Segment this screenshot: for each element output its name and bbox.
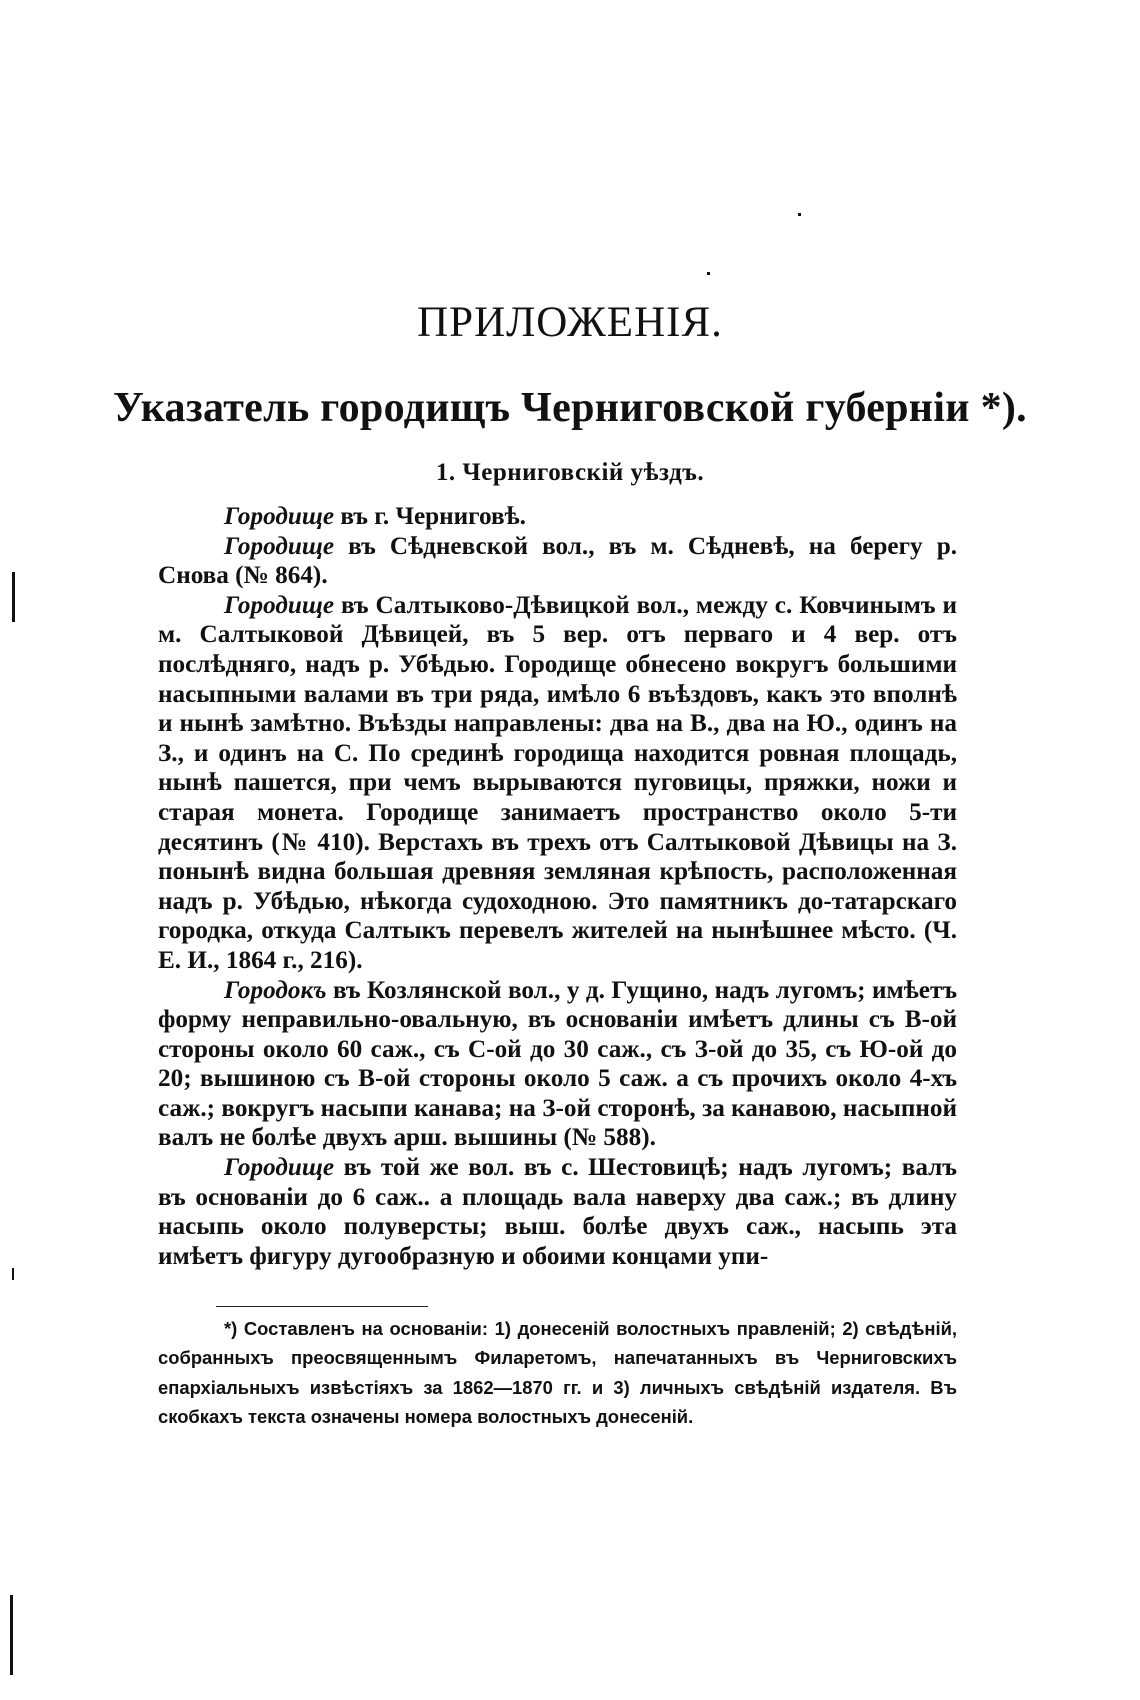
page-title: ПРИЛОЖЕНІЯ. xyxy=(417,299,723,346)
entry-text: въ Салтыково-Дѣвицкой вол., между с. Ковчинымъ и м. Салтыковой Дѣвицей, въ 5 вер. отъ перваго и 4 вер. отъ послѣдняго, надъ р. Убѣдью. Городище обнесено вокругъ большими насыпными валами въ три ряда, имѣло 6 въѣздовъ, какъ это вполнѣ и нынѣ замѣтно. Въѣзды направлены: два на В., два на Ю., одинъ на З., и одинъ на С. По срединѣ городища находится ровная площадь, нынѣ пашется, при чемъ вырываются пуговицы, пряжки, ножи и старая монета. Городище занимаетъ пространство около 5-ти десятинъ (№ 410). Верстахъ въ трехъ отъ Салтыковой Дѣвицы на З. понынѣ видна большая древняя земляная крѣпость, расположенная надъ р. Убѣдью, нѣкогда судоходною. Это памятникъ до-татарскаго городка, откуда Салтыкъ перевелъ жителей на нынѣшнее мѣсто. (Ч. Е. И., 1864 г., 216). xyxy=(158,591,957,974)
entry-lead: Городокъ xyxy=(224,976,327,1004)
body-text xyxy=(158,502,957,1271)
scan-mark xyxy=(798,213,801,216)
section-heading: 1. Черниговскій уѣздъ. xyxy=(435,459,705,486)
entry-lead: Городище xyxy=(224,591,335,619)
footnote-rule xyxy=(216,1306,428,1307)
scan-mark xyxy=(10,1595,13,1675)
entry-text: въ Козлянской вол., у д. Гущино, надъ лугомъ; имѣетъ форму неправильно-овальную, въ основаніи имѣетъ длины съ В-ой стороны около 60 саж., съ С-ой до 30 саж., съ З-ой до 35, съ Ю-ой до 20; вышиною съ В-ой стороны около 5 саж. а съ прочихъ около 4-хъ саж.; вокругъ насыпи канава; на З-ой сторонѣ, за канавою, насыпной валъ не болѣе двухъ арш. вышины (№ 588). xyxy=(158,976,957,1152)
entry-paragraph xyxy=(158,532,957,591)
entry-lead: Городище xyxy=(224,503,335,530)
scan-mark xyxy=(707,272,710,275)
scan-mark xyxy=(12,1268,14,1280)
entry-text: въ Сѣдневской вол., въ м. Сѣдневѣ, на берегу р. Снова (№ 864). xyxy=(158,532,957,590)
scan-mark xyxy=(12,572,15,622)
footnote: *) Составленъ на основаніи: 1) донесеній волостныхъ правленій; 2) свѣдѣній, собранныхъ преосвященнымъ Филаретомъ, напечатанныхъ въ Черниговскихъ епархіальныхъ извѣстіяхъ за 1862—1870 гг. и 3) личныхъ свѣдѣній издателя. Въ скобкахъ текста означены номера волостныхъ донесеній. xyxy=(158,1318,957,1428)
entry-text: въ той же вол. въ с. Шестовицѣ; надъ лугомъ; валъ въ основаніи до 6 саж.. а площадь вала наверху два саж.; въ длину насыпь около полуверсты; выш. болѣе двухъ саж., насыпь эта имѣетъ фигуру дугообразную и обоими концами упи- xyxy=(158,1154,957,1270)
entry-paragraph xyxy=(158,1153,957,1271)
entry-lead: Городище xyxy=(224,1154,335,1182)
entry-paragraph xyxy=(158,502,957,532)
entry-text: въ г. Черниговѣ. xyxy=(334,503,526,530)
entry-lead: Городище xyxy=(224,532,335,560)
entry-paragraph xyxy=(158,976,957,1154)
page-subtitle: Указатель городищъ Черниговской губерніи *). xyxy=(113,385,1027,431)
entry-paragraph xyxy=(158,591,957,976)
